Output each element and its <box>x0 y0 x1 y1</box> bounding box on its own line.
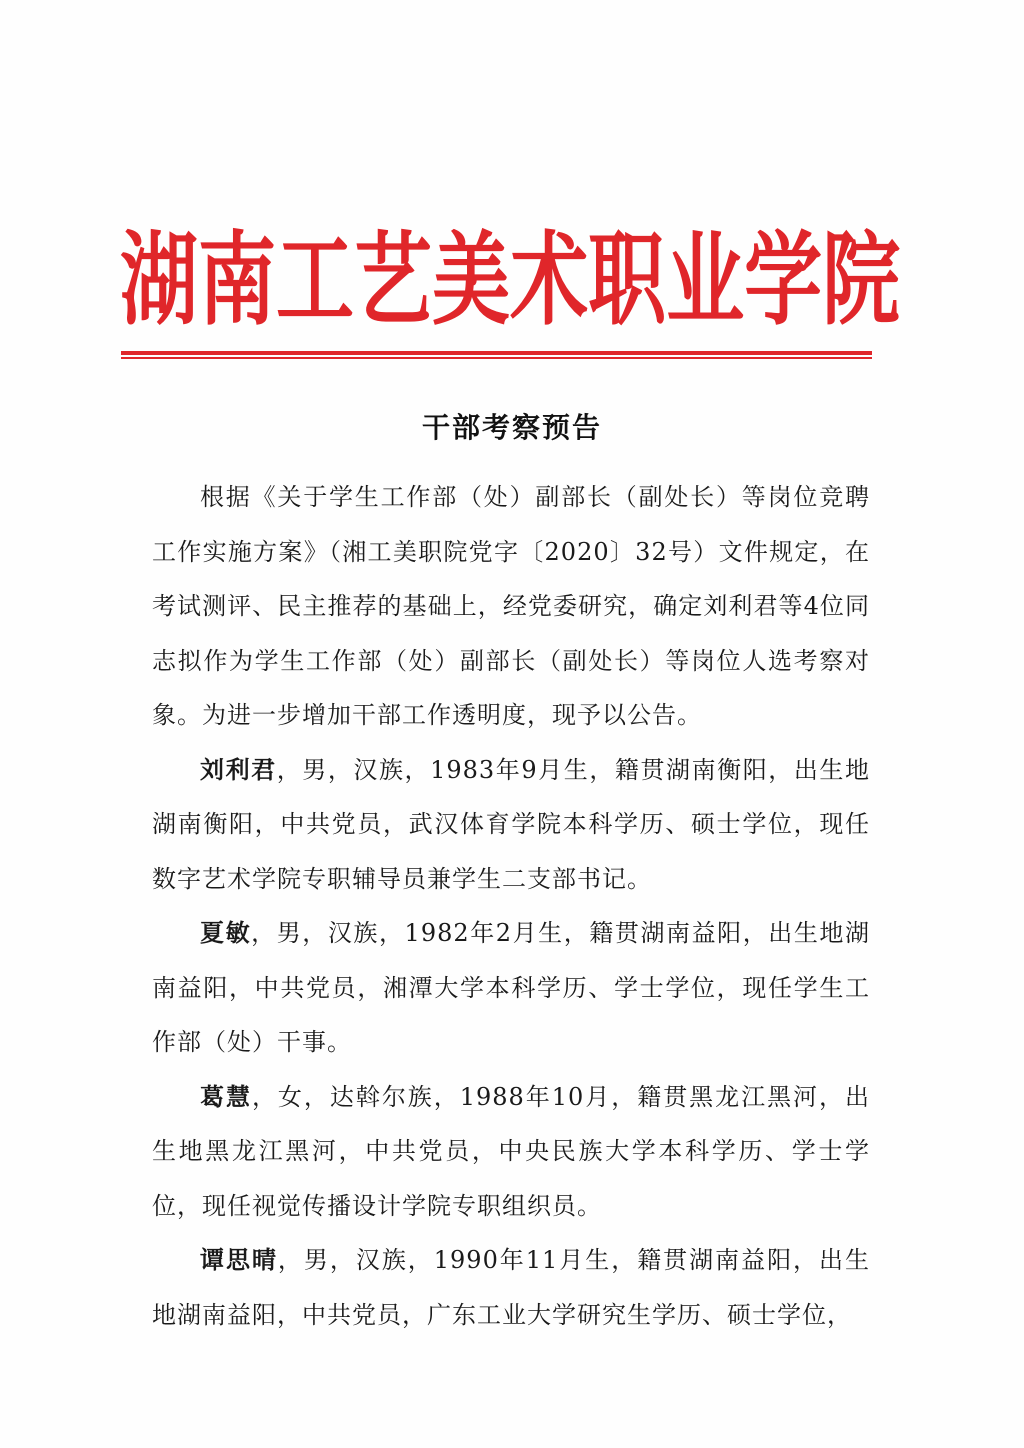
masthead-char: 业 <box>666 221 745 340</box>
masthead-char: 艺 <box>354 221 433 340</box>
document-title: 干部考察预告 <box>421 411 602 444</box>
masthead-char: 工 <box>276 221 355 340</box>
candidate-name: 刘利君 <box>200 754 277 784</box>
document-body <box>152 470 870 1342</box>
candidate-name: 葛慧 <box>200 1081 252 1111</box>
candidate-paragraph <box>152 1070 870 1234</box>
masthead-divider-thick <box>121 351 872 355</box>
masthead-char: 院 <box>822 221 901 340</box>
masthead-divider-thin <box>121 357 872 359</box>
intro-paragraph: 根据《关于学生工作部（处）副部长（副处长）等岗位竞聘工作实施方案》（湘工美职院党字〔2020〕32号）文件规定，在考试测评、民主推荐的基础上，经党委研究，确定刘利君等4位同志拟作为学生工作部（处）副部长（副处长）等岗位人选考察对象。为进一步增加干部工作透明度，现予以公告。 <box>152 483 870 729</box>
candidate-paragraph <box>152 906 870 1070</box>
candidate-paragraph <box>152 1233 870 1342</box>
masthead-char: 学 <box>744 221 823 340</box>
candidate-details: ，女，达斡尔族，1988年10月，籍贯黑龙江黑河，出生地黑龙江黑河，中共党员，中央民族大学本科学历、学士学位，现任视觉传播设计学院专职组织员。 <box>152 1082 870 1220</box>
masthead-char: 职 <box>588 221 667 340</box>
candidate-details: ，男，汉族，1990年11月生，籍贯湖南益阳，出生地湖南益阳，中共党员，广东工业大学研究生学历、硕士学位， <box>152 1246 870 1329</box>
candidate-paragraph <box>152 743 870 907</box>
candidate-name: 谭思晴 <box>200 1245 278 1274</box>
candidate-details: ，男，汉族，1983年9月生，籍贯湖南衡阳，出生地湖南衡阳，中共党员，武汉体育学院本科学历、硕士学位，现任数字艺术学院专职辅导员兼学生二支部书记。 <box>152 755 871 893</box>
masthead-char: 湖 <box>120 221 199 340</box>
masthead-char: 美 <box>432 221 511 340</box>
masthead-char: 术 <box>510 221 589 340</box>
candidate-details: ，男，汉族，1982年2月生，籍贯湖南益阳，出生地湖南益阳，中共党员，湘潭大学本科学历、学士学位，现任学生工作部（处）干事。 <box>152 919 870 1056</box>
candidate-name: 夏敏 <box>200 918 252 947</box>
masthead-org-name <box>120 221 901 340</box>
masthead-char: 南 <box>198 221 277 340</box>
